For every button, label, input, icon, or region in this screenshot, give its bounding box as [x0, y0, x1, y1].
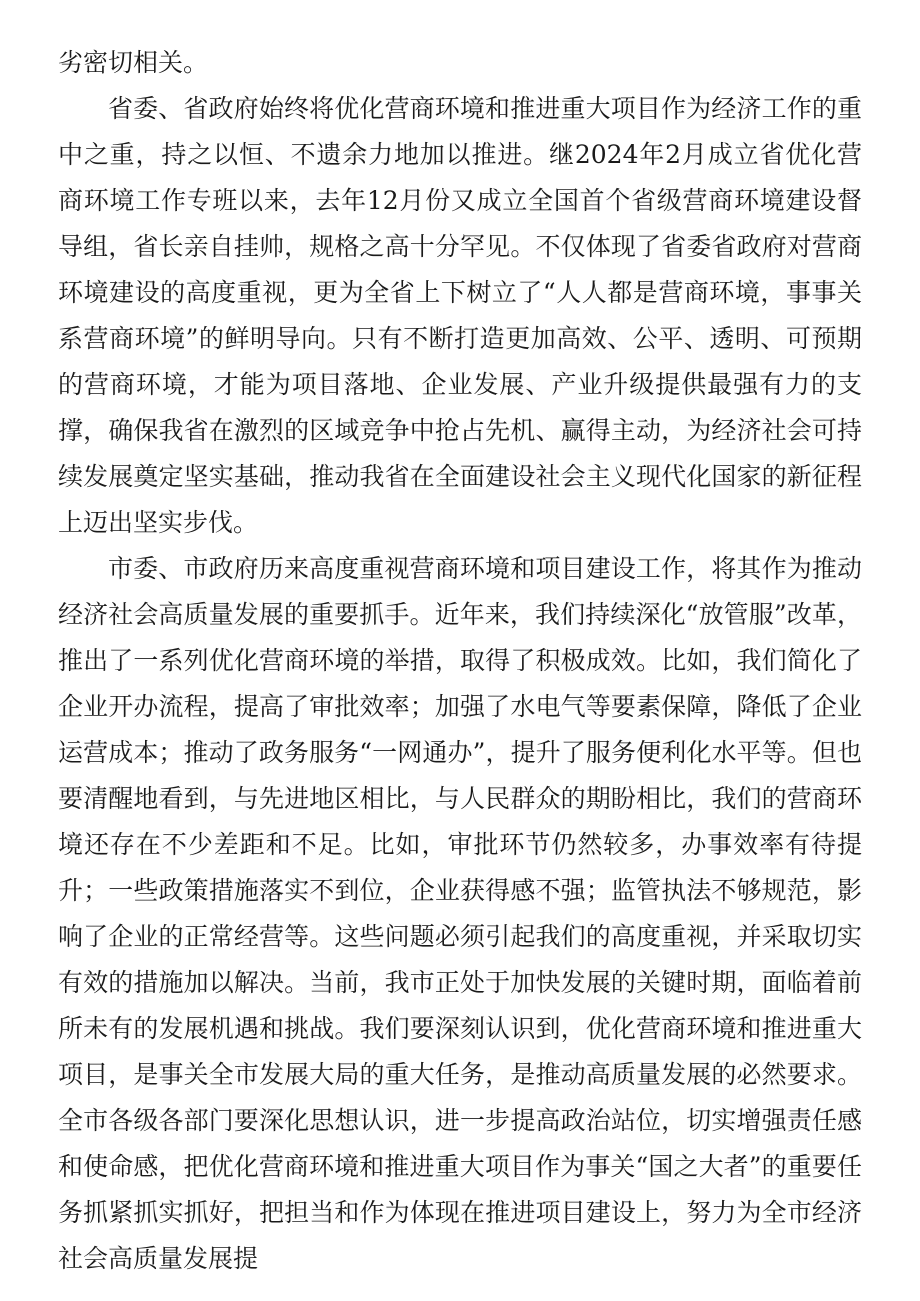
paragraph-municipal: 市委、市政府历来高度重视营商环境和项目建设工作，将其作为推动经济社会高质量发展的重要抓手。近年来，我们持续深化“放管服”改革，推出了一系列优化营商环境的举措，取得了积极成效。比如，我们简化了企业开办流程，提高了审批效率；加强了水电气等要素保障，降低了企业运营成本；推动了政务服务“一网通办”，提升了服务便利化水平等。但也要清醒地看到，与先进地区相比，与人民群众的期盼相比，我们的营商环境还存在不少差距和不足。比如，审批环节仍然较多，办事效率有待提升；一些政策措施落实不到位，企业获得感不强；监管执法不够规范，影响了企业的正常经营等。这些问题必须引起我们的高度重视，并采取切实有效的措施加以解决。当前，我市正处于加快发展的关键时期，面临着前所未有的发展机遇和挑战。我们要深刻认识到，优化营商环境和推进重大项目，是事关全市发展大局的重大任务，是推动高质量发展的必然要求。全市各级各部门要深化思想认识，进一步提高政治站位，切实增强责任感和使命感，把优化营商环境和推进重大项目作为事关“国之大者”的重要任务抓紧抓实抓好，把担当和作为体现在推进项目建设上，努力为全市经济社会高质量发展提	[58, 554, 862, 1273]
paragraph-provincial: 省委、省政府始终将优化营商环境和推进重大项目作为经济工作的重中之重，持之以恒、不遗余力地加以推进。继2024年2月成立省优化营商环境工作专班以来，去年12月份又成立全国首个省级营商环境建设督导组，省长亲自挂帅，规格之高十分罕见。不仅体现了省委省政府对营商环境建设的高度重视，更为全省上下树立了“人人都是营商环境，事事关系营商环境”的鲜明导向。只有不断打造更加高效、公平、透明、可预期的营商环境，才能为项目落地、企业发展、产业升级提供最强有力的支撑，确保我省在激烈的区域竞争中抢占先机、赢得主动，为经济社会可持续发展奠定坚实基础，推动我省在全面建设社会主义现代化国家的新征程上迈出坚实步伐。	[58, 94, 862, 537]
paragraph-continuation: 劣密切相关。	[58, 48, 209, 77]
document-body	[58, 40, 862, 1282]
